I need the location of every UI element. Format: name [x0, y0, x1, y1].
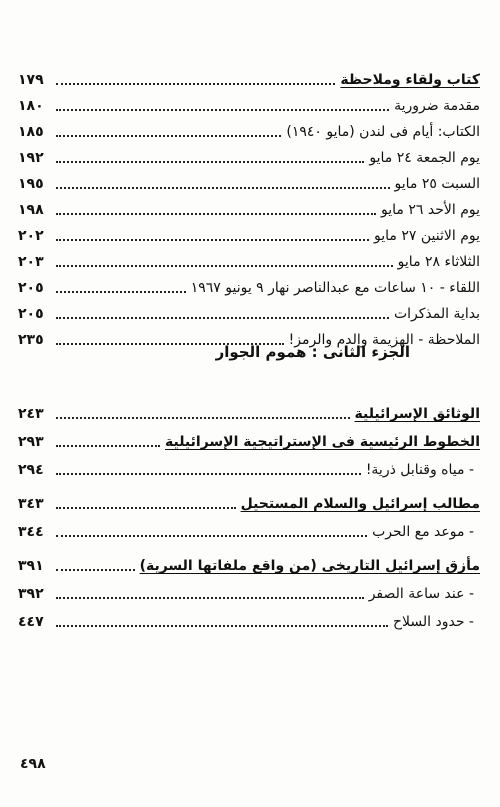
- toc-entry: [18, 144, 480, 168]
- dot-leader: [56, 213, 376, 215]
- dot-leader: [56, 445, 160, 447]
- toc-entry-title: الخطوط الرئيسية فى الإستراتيجية الإسرائيلية: [165, 434, 480, 450]
- toc-entry: [18, 274, 480, 298]
- dot-leader: [56, 535, 367, 537]
- toc-entry-page: ٢٩٣: [18, 434, 44, 450]
- dot-leader: [56, 291, 186, 293]
- toc-entry: [18, 518, 480, 542]
- toc-entry-title: كتاب ولقاء وملاحظة: [340, 72, 480, 88]
- toc-entry-page: ٢٠٥: [18, 306, 44, 322]
- toc-entry: [18, 400, 480, 424]
- toc-entry-page: ١٩٥: [18, 176, 44, 192]
- toc-entry-title: اللقاء - ١٠ ساعات مع عبدالناصر نهار ٩ يونيو ١٩٦٧: [190, 280, 480, 296]
- toc-entry: [18, 456, 480, 480]
- dot-leader: [56, 317, 389, 319]
- toc-entry-title: يوم الأحد ٢٦ مايو: [381, 202, 480, 218]
- toc-entry: [18, 552, 480, 576]
- dot-leader: [56, 417, 350, 419]
- toc-entry-page: ١٨٠: [18, 98, 44, 114]
- toc-entry: [18, 118, 480, 142]
- toc-entry-title: - مياه وقنابل ذرية!: [365, 462, 474, 478]
- toc-entry-page: ١٩٨: [18, 202, 44, 218]
- page-number: ٤٩٨: [20, 756, 46, 772]
- dot-leader: [56, 625, 388, 627]
- part-heading: الجزء الثانى : هموم الجوار: [215, 343, 410, 361]
- dot-leader: [56, 239, 369, 241]
- toc-entry: [18, 428, 480, 452]
- dot-leader: [56, 109, 389, 111]
- toc-entry-page: ٣٤٣: [18, 496, 44, 512]
- toc-entry-title: السبت ٢٥ مايو: [394, 176, 480, 192]
- dot-leader: [56, 161, 364, 163]
- toc-entry-title: - موعد مع الحرب: [372, 524, 474, 540]
- dot-leader: [56, 187, 390, 189]
- toc-entry: [18, 170, 480, 194]
- toc-entry-page: ٢٣٥: [18, 332, 44, 348]
- toc-entry-title: الثلاثاء ٢٨ مايو: [397, 254, 480, 270]
- dot-leader: [56, 473, 361, 475]
- toc-entry-page: ١٧٩: [18, 72, 44, 88]
- toc-entry: [18, 222, 480, 246]
- dot-leader: [56, 507, 236, 509]
- dot-leader: [56, 265, 393, 267]
- toc-entry-page: ٢٠٣: [18, 254, 44, 270]
- dot-leader: [56, 83, 335, 85]
- toc-entry: [18, 608, 480, 632]
- toc-entry-title: - حدود السلاح: [393, 614, 474, 630]
- dot-leader: [56, 569, 135, 571]
- toc-entry-page: ٢٩٤: [18, 462, 44, 478]
- dot-leader: [56, 135, 281, 137]
- toc-entry-page: ٢٤٣: [18, 406, 44, 422]
- toc-entry: [18, 196, 480, 220]
- toc-entry: [18, 580, 480, 604]
- toc-entry-page: ١٨٥: [18, 124, 44, 140]
- toc-entry-page: ٤٤٧: [18, 614, 44, 630]
- toc-entry-title: الكتاب: أيام فى لندن (مايو ١٩٤٠): [286, 124, 480, 140]
- toc-entry-title: بداية المذكرات: [393, 306, 480, 322]
- toc-entry-title: مقدمة ضرورية: [394, 98, 480, 114]
- toc-entry-title: مطالب إسرائيل والسلام المستحيل: [240, 496, 480, 512]
- dot-leader: [56, 597, 364, 599]
- toc-entry-title: - عند ساعة الصفر: [368, 586, 474, 602]
- toc-entry-title: يوم الجمعة ٢٤ مايو: [369, 150, 480, 166]
- toc-entry-title: الوثائق الإسرائيلية: [354, 406, 480, 422]
- toc-entry: [18, 490, 480, 514]
- toc-entry-title: يوم الاثنين ٢٧ مايو: [374, 228, 480, 244]
- toc-entry-page: ٣٤٤: [18, 524, 44, 540]
- toc-entry: [18, 300, 480, 324]
- toc-entry-page: ٣٩١: [18, 558, 44, 574]
- toc-entry-page: ١٩٢: [18, 150, 44, 166]
- toc-entry: [18, 92, 480, 116]
- toc-entry-page: ٣٩٢: [18, 586, 44, 602]
- toc-entry-title: مأزق إسرائيل التاريخى (من واقع ملفاتها السرية): [139, 558, 480, 574]
- toc-entry-title: الملاحظة - الهزيمة والدم والرمز!: [288, 332, 480, 348]
- toc-entry-page: ٢٠٢: [18, 228, 44, 244]
- toc-entry-page: ٢٠٥: [18, 280, 44, 296]
- toc-entry: [18, 66, 480, 90]
- toc-entry: [18, 248, 480, 272]
